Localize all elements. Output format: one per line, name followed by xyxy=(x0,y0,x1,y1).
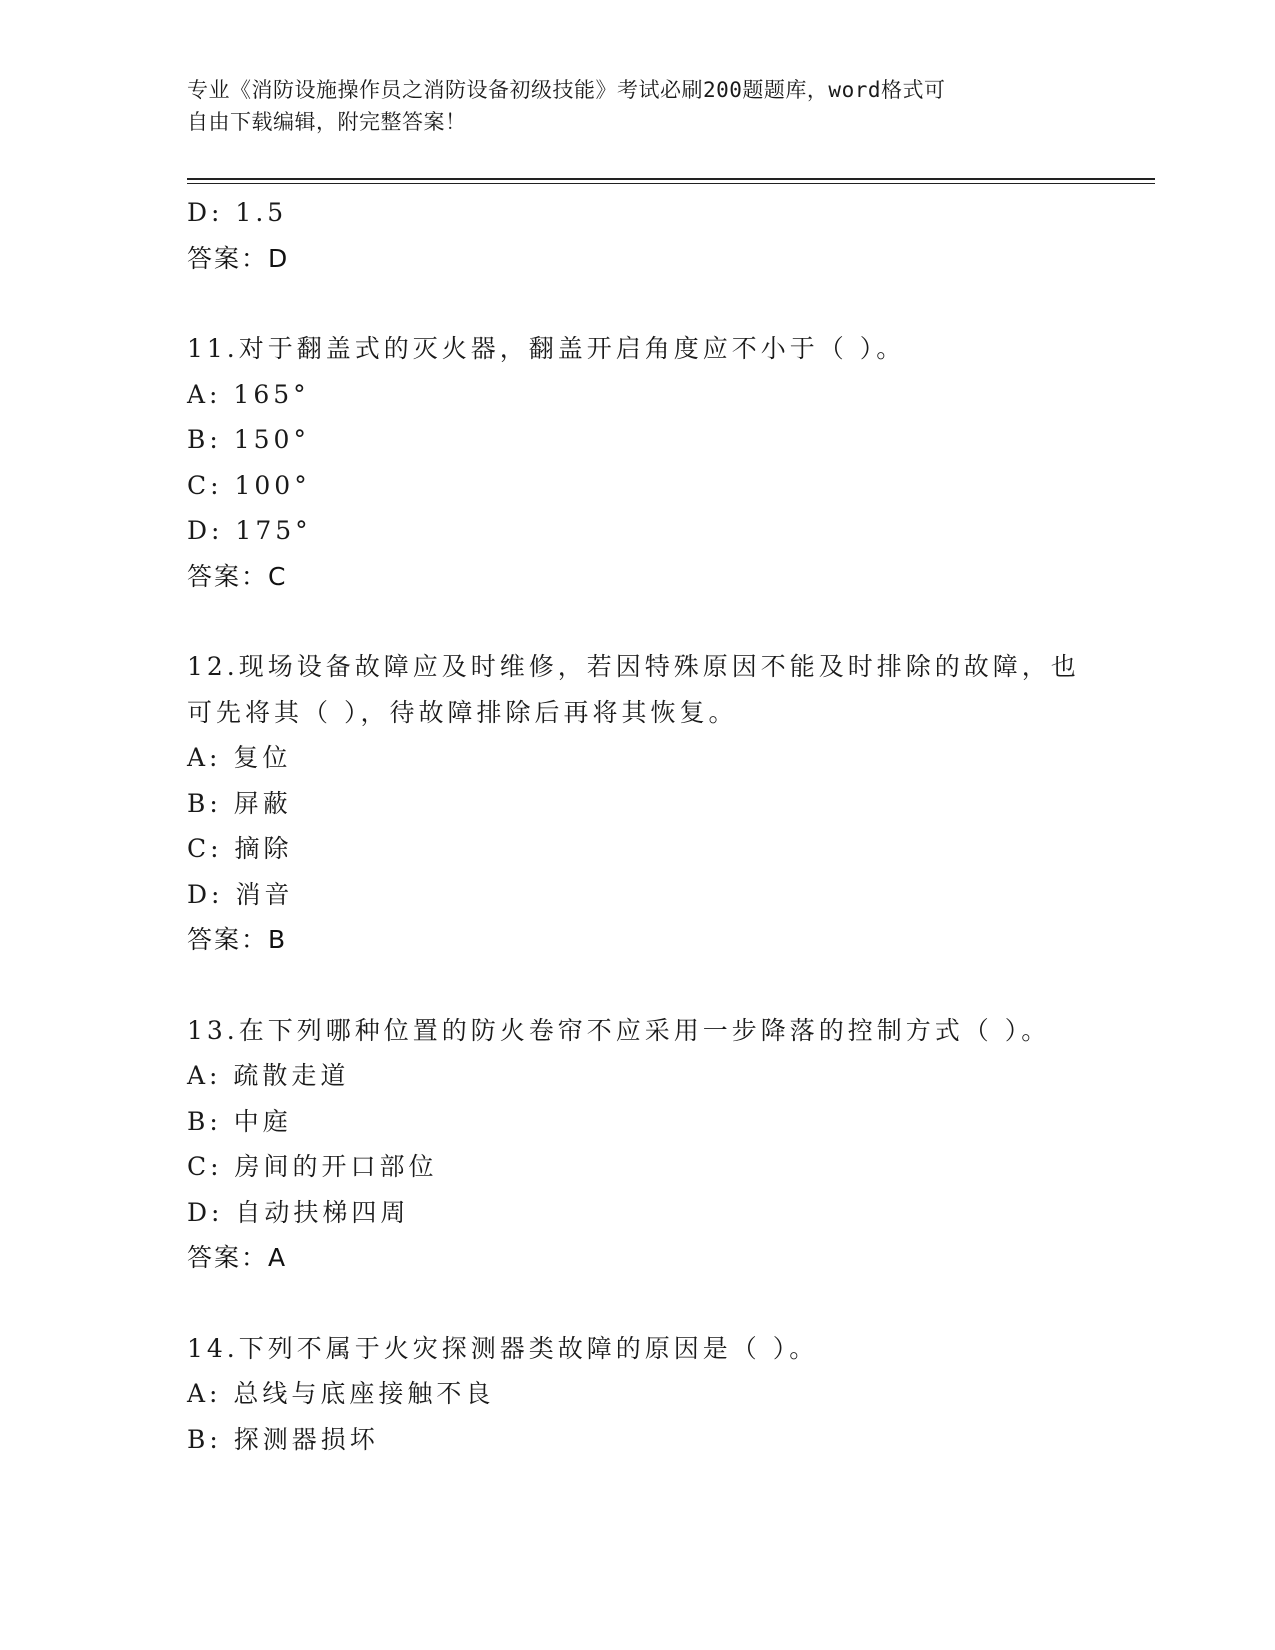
option-a: A: 复位 xyxy=(187,743,292,772)
header-divider-thick xyxy=(187,178,1155,180)
option-d: D: 175° xyxy=(187,516,312,545)
option-b: B: 150° xyxy=(187,425,310,454)
option-a: A: 疏散走道 xyxy=(187,1061,350,1090)
option-d: D: 自动扶梯四周 xyxy=(187,1197,410,1227)
question-stem: 13.在下列哪种位置的防火卷帘不应采用一步降落的控制方式（ ）。 xyxy=(187,1015,1051,1045)
page-header xyxy=(187,74,1067,138)
option-c: C: 摘除 xyxy=(187,834,293,863)
option-d: D: 1.5 xyxy=(187,198,288,227)
option-c: C: 房间的开口部位 xyxy=(187,1152,438,1181)
option-a: A: 总线与底座接触不良 xyxy=(187,1379,495,1408)
question-14 xyxy=(187,1326,1087,1463)
spacer xyxy=(187,281,1087,326)
option-d: D: 消音 xyxy=(187,879,294,909)
question-stem: 11.对于翻盖式的灭火器，翻盖开启角度应不小于（ ）。 xyxy=(187,334,906,363)
option-b: B: 屏蔽 xyxy=(187,788,292,818)
spacer xyxy=(187,599,1087,644)
spacer xyxy=(187,963,1087,1008)
answer-line: 答案：A xyxy=(187,1243,288,1272)
option-a: A: 165° xyxy=(187,379,310,409)
question-12 xyxy=(187,644,1087,963)
question-list xyxy=(187,190,1087,1462)
header-divider-thin xyxy=(187,183,1155,184)
answer-line: 答案：C xyxy=(187,561,288,591)
header-title-line-1: 专业《消防设施操作员之消防设备初级技能》考试必刷200题题库，word格式可 xyxy=(187,78,946,102)
header-title-line-2: 自由下载编辑，附完整答案！ xyxy=(187,110,467,134)
question-10-tail xyxy=(187,190,1087,281)
question-stem-line-1: 12.现场设备故障应及时维修，若因特殊原因不能及时排除的故障，也 xyxy=(187,652,1080,681)
question-stem-line-2: 可先将其（ ），待故障排除后再将其恢复。 xyxy=(187,697,738,727)
answer-line: 答案：D xyxy=(187,243,290,273)
question-11 xyxy=(187,326,1087,599)
spacer xyxy=(187,1281,1087,1326)
option-b: B: 中庭 xyxy=(187,1106,292,1136)
option-b: B: 探测器损坏 xyxy=(187,1424,379,1454)
question-stem: 14.下列不属于火灾探测器类故障的原因是（ ）。 xyxy=(187,1333,819,1363)
question-13 xyxy=(187,1008,1087,1281)
option-c: C: 100° xyxy=(187,470,311,500)
answer-line: 答案：B xyxy=(187,925,288,954)
